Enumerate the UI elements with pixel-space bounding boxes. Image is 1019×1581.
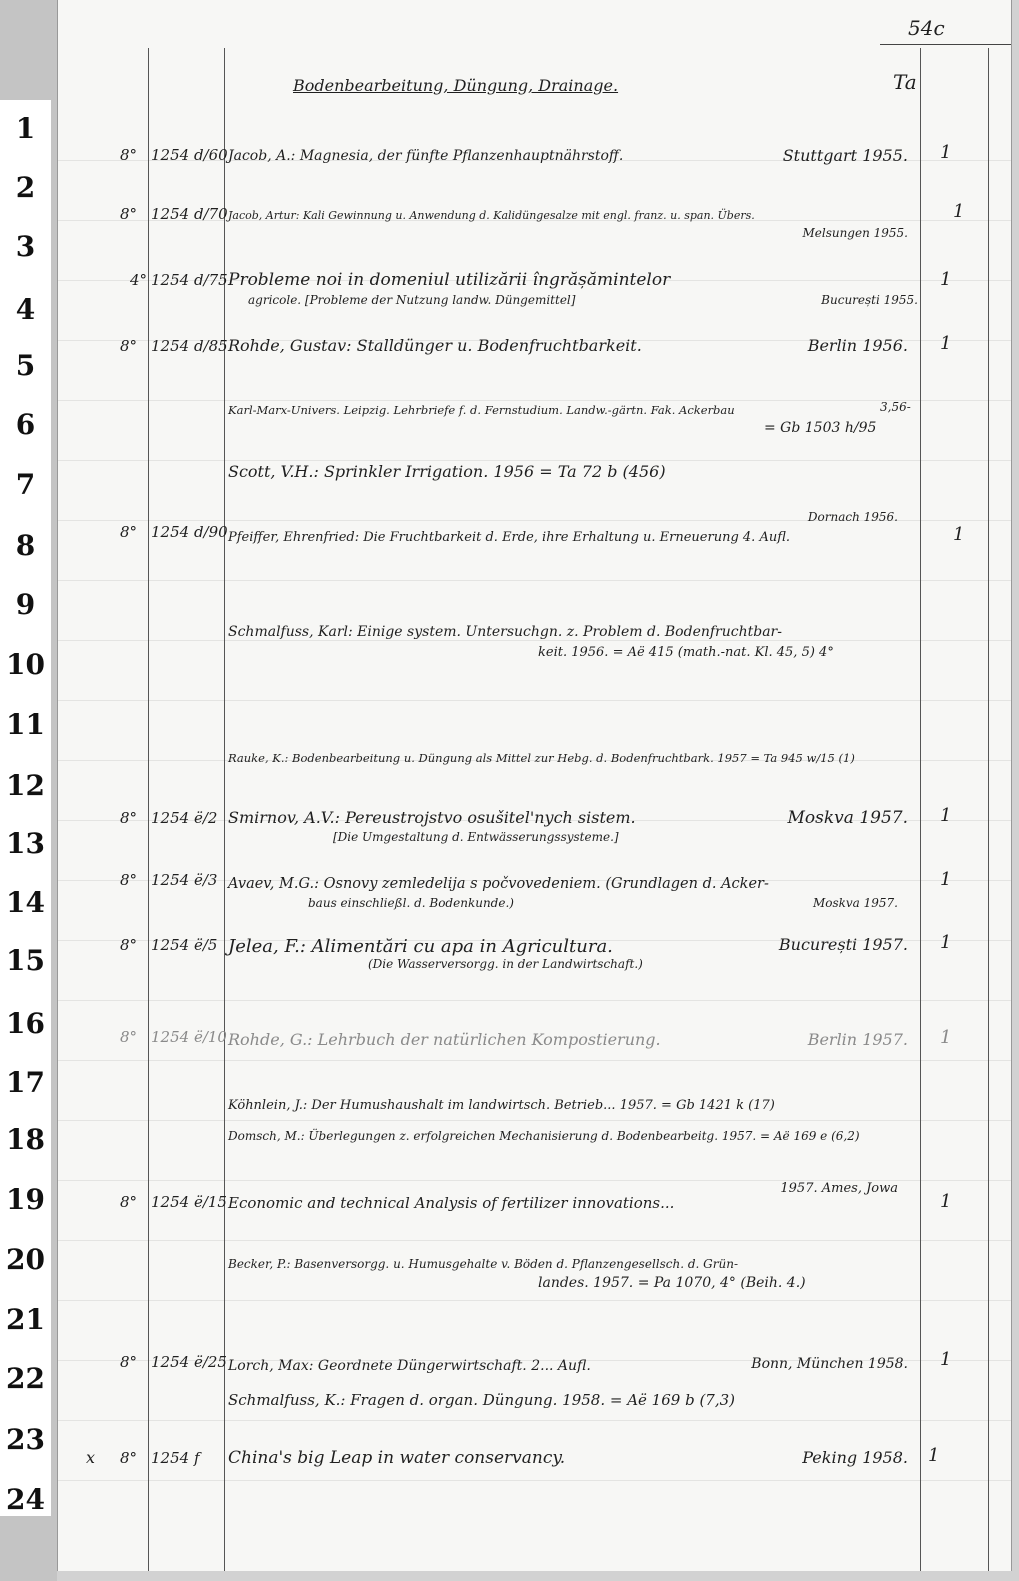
- entry-text: Schmalfuss, Karl: Einige system. Untersuchgn. z. Problem d. Bodenfruchtbar-: [228, 624, 782, 640]
- page-number: 54c: [908, 16, 945, 40]
- entry-location: București 1955.: [821, 293, 918, 307]
- entry-format: 8°: [120, 936, 138, 954]
- entry-text: Lorch, Max: Geordnete Düngerwirtschaft. 2... Aufl.: [228, 1358, 591, 1374]
- entry-location: Peking 1958.: [802, 1448, 908, 1467]
- line-number: 21: [6, 1303, 45, 1336]
- entry-text: Probleme noi in domeniul utilizării îngrășămintelor: [228, 270, 671, 290]
- entry-count: 1: [953, 524, 965, 545]
- entry-text: Becker, P.: Basenversorgg. u. Humusgehalte v. Böden d. Pflanzengesellsch. d. Grün-: [228, 1257, 738, 1271]
- line-number: 20: [6, 1243, 45, 1276]
- entry-location: Melsungen 1955.: [802, 226, 908, 240]
- entry-text: Rohde, Gustav: Stalldünger u. Bodenfruchtbarkeit.: [228, 336, 642, 355]
- entry-count: 1: [940, 142, 952, 163]
- entry-count: 1: [940, 805, 952, 826]
- entry-format: 8°: [120, 809, 138, 827]
- entry-count: 1: [940, 333, 952, 354]
- line-number: 1: [15, 112, 36, 145]
- entry-note: landes. 1957. = Pa 1070, 4° (Beih. 4.): [538, 1275, 806, 1291]
- entry-text: Smirnov, A.V.: Pereustrojstvo osušitel'nych sistem.: [228, 808, 636, 827]
- line-number: 10: [6, 648, 45, 681]
- line-number: 22: [6, 1362, 45, 1395]
- line-number-ruler: [0, 100, 51, 1516]
- entry-call-number: 1254 ë/25: [151, 1353, 227, 1371]
- entry-location: 3,56-: [880, 400, 911, 414]
- entry-note: [Die Umgestaltung d. Entwässerungssysteme.]: [333, 830, 619, 844]
- line-number: 19: [6, 1183, 45, 1216]
- entry-note: keit. 1956. = Aë 415 (math.-nat. Kl. 45, 5) 4°: [538, 645, 834, 660]
- entry-format: 8°: [120, 1353, 138, 1371]
- entry-text: Avaev, M.G.: Osnovy zemledelija s počvovedeniem. (Grundlagen d. Acker-: [228, 876, 769, 892]
- entry-call-number: 1254 ë/5: [151, 936, 218, 954]
- entry-call-number: 1254 d/60: [151, 146, 228, 164]
- line-number: 13: [6, 827, 45, 860]
- line-number: 3: [15, 230, 36, 263]
- column-rule: [920, 48, 921, 1571]
- entry-reference: = Gb 1503 h/95: [764, 420, 877, 436]
- entry-text: Jacob, Artur: Kali Gewinnung u. Anwendung d. Kalidüngesalze mit engl. franz. u. span. Übers.: [228, 209, 755, 222]
- line-number: 14: [6, 886, 45, 919]
- entry-format: 8°: [120, 1449, 138, 1467]
- entry-location: Moskva 1957.: [787, 808, 908, 828]
- entry-location: Berlin 1956.: [807, 336, 908, 355]
- entry-note: (Die Wasserversorgg. in der Landwirtschaft.): [368, 957, 643, 971]
- entry-format: 8°: [120, 1193, 138, 1211]
- entry-text: Jelea, F.: Alimentări cu apa in Agricultura.: [228, 936, 613, 957]
- entry-count: 1: [940, 1191, 952, 1212]
- line-number: 23: [6, 1423, 45, 1456]
- entry-note: baus einschließl. d. Bodenkunde.): [308, 896, 514, 910]
- entry-text: Köhnlein, J.: Der Humushaushalt im landwirtsch. Betrieb... 1957. = Gb 1421 k (17): [228, 1098, 775, 1113]
- line-number: 6: [15, 408, 36, 441]
- line-number: 2: [15, 171, 36, 204]
- entry-text: Pfeiffer, Ehrenfried: Die Fruchtbarkeit d. Erde, ihre Erhaltung u. Erneuerung 4. Aufl.: [228, 530, 791, 545]
- line-number: 8: [15, 529, 36, 562]
- line-number: 5: [15, 349, 36, 382]
- entry-location: București 1957.: [778, 935, 908, 954]
- page-title: Bodenbearbeitung, Düngung, Drainage.: [293, 76, 619, 95]
- entry-location: Bonn, München 1958.: [751, 1356, 908, 1372]
- entry-call-number: 1254 ë/2: [151, 809, 218, 827]
- entry-text: Rohde, G.: Lehrbuch der natürlichen Kompostierung.: [228, 1030, 661, 1049]
- entry-format: 8°: [120, 523, 138, 541]
- column-rule: [148, 48, 149, 1571]
- entry-format: 8°: [120, 146, 138, 164]
- entry-mark: x: [86, 1448, 96, 1467]
- line-number: 24: [6, 1483, 45, 1516]
- line-number: 9: [15, 588, 36, 621]
- catalog-sheet: [57, 0, 1012, 1571]
- line-number: 15: [6, 944, 45, 977]
- entry-count: 1: [940, 1349, 952, 1370]
- entry-count: 1: [953, 201, 965, 222]
- line-number: 11: [6, 708, 45, 741]
- entry-location: Dornach 1956.: [807, 510, 898, 524]
- entry-count: 1: [928, 1445, 940, 1466]
- line-number: 16: [6, 1007, 45, 1040]
- entry-location: 1957. Ames, Jowa: [780, 1181, 898, 1196]
- entry-text: Rauke, K.: Bodenbearbeitung u. Düngung als Mittel zur Hebg. d. Bodenfruchtbark. 1957 = Ta 945 w/15 (1): [228, 751, 855, 765]
- line-number: 18: [6, 1123, 45, 1156]
- entry-count: 1: [940, 869, 952, 890]
- line-number: 17: [6, 1066, 45, 1099]
- page-number-rule: [880, 44, 1011, 45]
- entry-text: China's big Leap in water conservancy.: [228, 1448, 566, 1468]
- entry-location: Stuttgart 1955.: [782, 146, 908, 165]
- entry-call-number: 1254 d/90: [151, 523, 228, 541]
- entry-format: 8°: [120, 205, 138, 223]
- entry-call-number: 1254 d/75: [151, 271, 228, 289]
- entry-count: 1: [940, 932, 952, 953]
- entry-text: Domsch, M.: Überlegungen z. erfolgreichen Mechanisierung d. Bodenbearbeitg. 1957. = Aë 169 e (6,2): [228, 1129, 860, 1143]
- entry-note: agricole. [Probleme der Nutzung landw. Düngemittel]: [248, 293, 576, 307]
- entry-format: 8°: [120, 871, 138, 889]
- entry-format: 8°: [120, 337, 138, 355]
- line-number: 4: [15, 293, 36, 326]
- entry-count: 1: [940, 1027, 952, 1048]
- entry-text: Karl-Marx-Univers. Leipzig. Lehrbriefe f. d. Fernstudium. Landw.-gärtn. Fak. Ackerbau: [228, 403, 735, 417]
- entry-location: Berlin 1957.: [807, 1030, 908, 1049]
- column-code: Ta: [893, 70, 917, 94]
- entry-call-number: 1254 ë/3: [151, 871, 218, 889]
- column-rule: [988, 48, 989, 1571]
- entry-call-number: 1254 d/85: [151, 337, 228, 355]
- line-number: 7: [15, 468, 36, 501]
- entry-count: 1: [940, 269, 952, 290]
- entry-call-number: 1254 ë/10: [151, 1028, 227, 1046]
- entry-format: 8°: [120, 1028, 138, 1046]
- entry-text: Economic and technical Analysis of fertilizer innovations...: [228, 1194, 675, 1212]
- entry-call-number: 1254 f: [151, 1449, 200, 1467]
- entry-text: Scott, V.H.: Sprinkler Irrigation. 1956 = Ta 72 b (456): [228, 462, 666, 481]
- entry-text: Jacob, A.: Magnesia, der fünfte Pflanzenhauptnährstoff.: [228, 148, 624, 164]
- line-number: 12: [6, 769, 45, 802]
- entry-call-number: 1254 d/70: [151, 205, 228, 223]
- entry-call-number: 1254 ë/15: [151, 1193, 227, 1211]
- entry-format: 4°: [130, 271, 148, 289]
- entry-location: Moskva 1957.: [812, 896, 898, 910]
- entry-text: Schmalfuss, K.: Fragen d. organ. Düngung. 1958. = Aë 169 b (7,3): [228, 1391, 736, 1409]
